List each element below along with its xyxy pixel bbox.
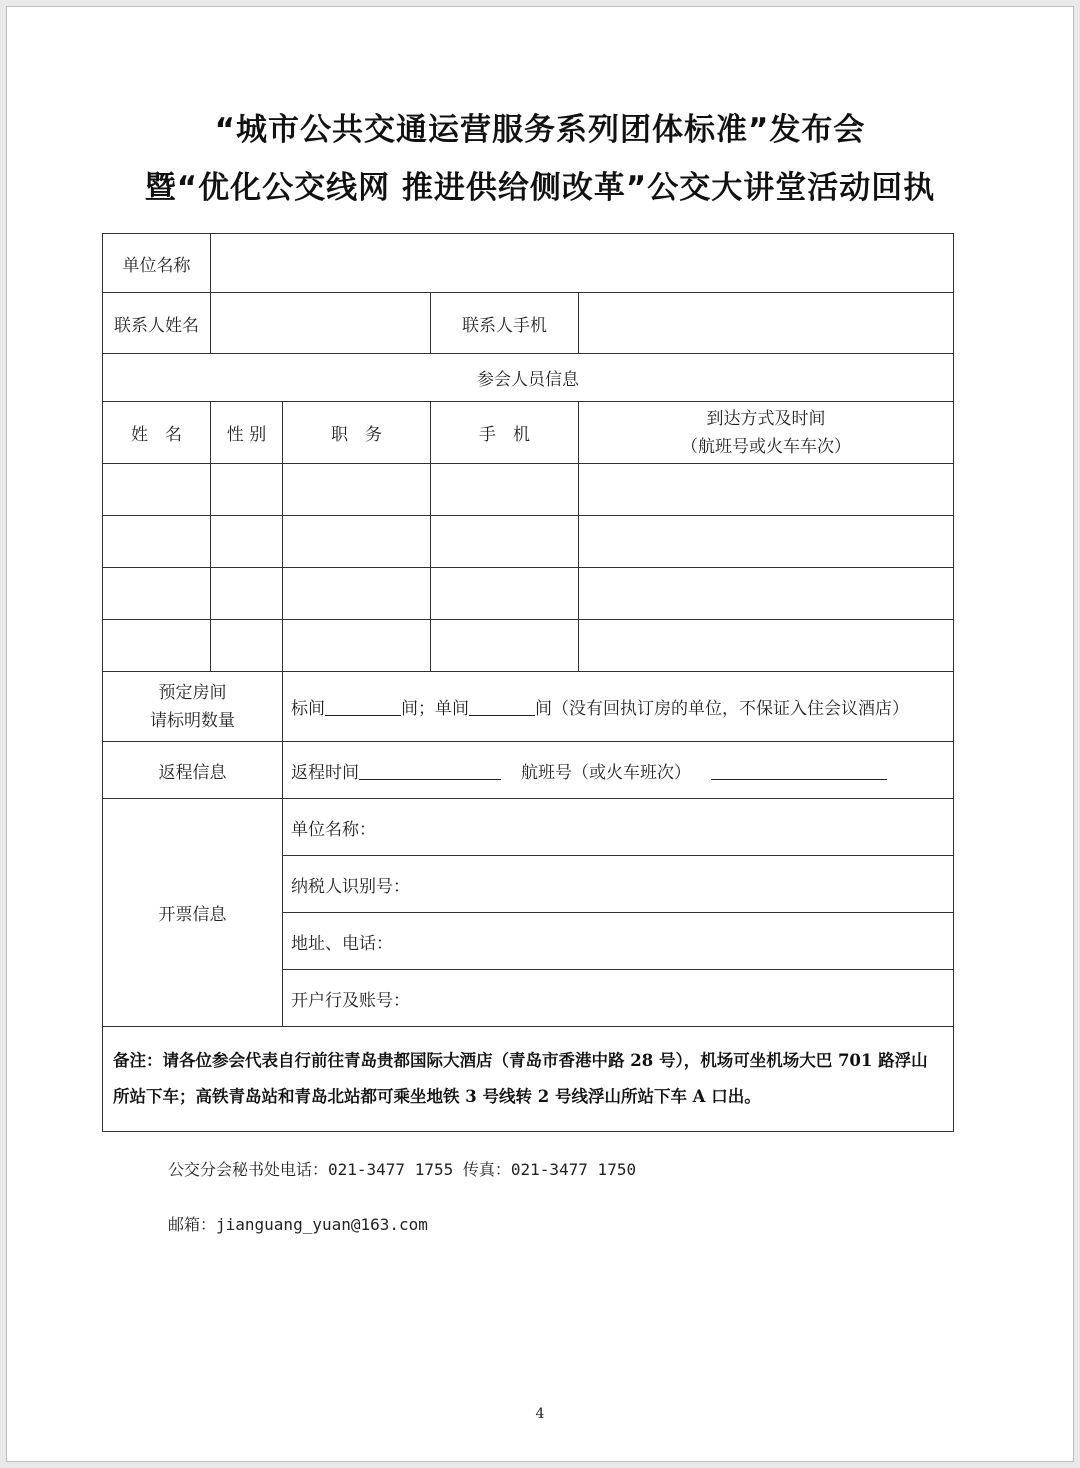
org-name-field[interactable]	[211, 234, 954, 293]
contact-phone-label: 联系人手机	[462, 315, 547, 336]
secretariat-contact: 公交分会秘书处电话：021-3477 1755 传真：021-3477 1750	[168, 1160, 637, 1179]
contact-row	[103, 293, 954, 354]
room-note: 间（没有回执订房的单位，不保证入住会议酒店）	[535, 699, 909, 719]
registration-form-table	[102, 233, 954, 1132]
attendee-mobile-field[interactable]	[431, 620, 579, 672]
single-room-blank[interactable]	[469, 700, 535, 716]
attendee-row	[103, 620, 954, 672]
attendee-mobile-field[interactable]	[431, 568, 579, 620]
contact-name-field[interactable]	[211, 293, 431, 354]
page-number: 4	[535, 1406, 545, 1422]
contact-name-label: 联系人姓名	[114, 315, 199, 336]
col-arrival-sublabel: （航班号或火车车次）	[681, 436, 851, 457]
return-row	[103, 742, 954, 799]
attendee-section-row	[103, 354, 954, 402]
contact-phone-field[interactable]	[579, 293, 954, 354]
attendee-section-label: 参会人员信息	[477, 370, 579, 390]
attendee-section-header	[103, 354, 954, 402]
return-flight-label: 航班号（或火车班次）	[521, 762, 691, 783]
return-flight-blank[interactable]	[711, 764, 887, 780]
attendee-name-field[interactable]	[103, 464, 211, 516]
attendee-position-field[interactable]	[283, 620, 431, 672]
contact-phone-label-cell	[431, 293, 579, 354]
contact-name-label-cell	[103, 293, 211, 354]
attendee-position-field[interactable]	[283, 464, 431, 516]
attendee-gender-field[interactable]	[211, 620, 283, 672]
invoice-org-row	[103, 799, 954, 856]
attendee-name-field[interactable]	[103, 620, 211, 672]
invoice-address-field[interactable]	[283, 913, 954, 970]
invoice-org-field[interactable]	[283, 799, 954, 856]
invoice-tax-field[interactable]	[283, 856, 954, 913]
standard-room-label: 标间	[291, 699, 325, 719]
room-label-cell	[103, 672, 283, 742]
invoice-bank-label: 开户行及账号：	[291, 990, 410, 1011]
document-title-line2: 暨“优化公交线网 推进供给侧改革”公交大讲堂活动回执	[144, 170, 936, 206]
attendee-name-field[interactable]	[103, 516, 211, 568]
document-title-line1: “城市公共交通运营服务系列团体标准”发布会	[214, 112, 866, 148]
return-time-label: 返程时间	[291, 762, 359, 783]
invoice-address-label: 地址、电话：	[291, 933, 393, 954]
return-label: 返程信息	[158, 762, 227, 783]
return-field-cell	[283, 742, 954, 799]
org-name-label-cell	[103, 234, 211, 293]
attendee-gender-field[interactable]	[211, 464, 283, 516]
attendee-arrival-field[interactable]	[579, 620, 954, 672]
standard-room-blank[interactable]	[325, 700, 401, 716]
room-row	[103, 672, 954, 742]
invoice-label: 开票信息	[158, 905, 227, 925]
note-cell	[103, 1027, 954, 1132]
org-name-row	[103, 234, 954, 293]
col-gender-label: 性 别	[226, 425, 267, 445]
attendee-arrival-field[interactable]	[579, 464, 954, 516]
note-text: 备注：请各位参会代表自行前往青岛贵都国际大酒店（青岛市香港中路 28 号），机场可坐机场大巴 701 路浮山所站下车；高铁青岛站和青岛北站都可乘坐地铁 3 号线转 2 号线浮山所站下车 A 口出。	[113, 1051, 928, 1106]
secretariat-email: 邮箱：jianguang_yuan@163.com	[168, 1215, 428, 1234]
attendee-mobile-field[interactable]	[431, 464, 579, 516]
room-field-cell	[283, 672, 954, 742]
single-room-label: 间；单间	[401, 699, 469, 719]
attendee-arrival-field[interactable]	[579, 516, 954, 568]
attendee-arrival-field[interactable]	[579, 568, 954, 620]
invoice-label-cell	[103, 799, 283, 1027]
return-label-cell	[103, 742, 283, 799]
col-arrival-label: 到达方式及时间	[706, 408, 826, 429]
attendee-mobile-field[interactable]	[431, 516, 579, 568]
attendee-row	[103, 464, 954, 516]
col-gender-header	[211, 402, 283, 464]
invoice-bank-field[interactable]	[283, 970, 954, 1027]
room-sublabel: 请标明数量	[150, 710, 235, 731]
attendee-header-row	[103, 402, 954, 464]
attendee-gender-field[interactable]	[211, 516, 283, 568]
col-position-header	[283, 402, 431, 464]
col-name-label: 姓 名	[131, 425, 182, 445]
org-name-label: 单位名称	[122, 255, 191, 276]
col-mobile-header	[431, 402, 579, 464]
col-arrival-header	[579, 402, 954, 464]
attendee-position-field[interactable]	[283, 516, 431, 568]
col-position-label: 职 务	[331, 425, 382, 445]
invoice-tax-label: 纳税人识别号：	[291, 876, 410, 897]
attendee-position-field[interactable]	[283, 568, 431, 620]
attendee-name-field[interactable]	[103, 568, 211, 620]
room-label: 预定房间	[158, 682, 227, 703]
col-name-header	[103, 402, 211, 464]
attendee-gender-field[interactable]	[211, 568, 283, 620]
col-mobile-label: 手 机	[479, 425, 530, 445]
return-time-blank[interactable]	[359, 764, 501, 780]
attendee-row	[103, 516, 954, 568]
invoice-org-label: 单位名称：	[291, 819, 376, 840]
note-row	[103, 1027, 954, 1132]
attendee-row	[103, 568, 954, 620]
